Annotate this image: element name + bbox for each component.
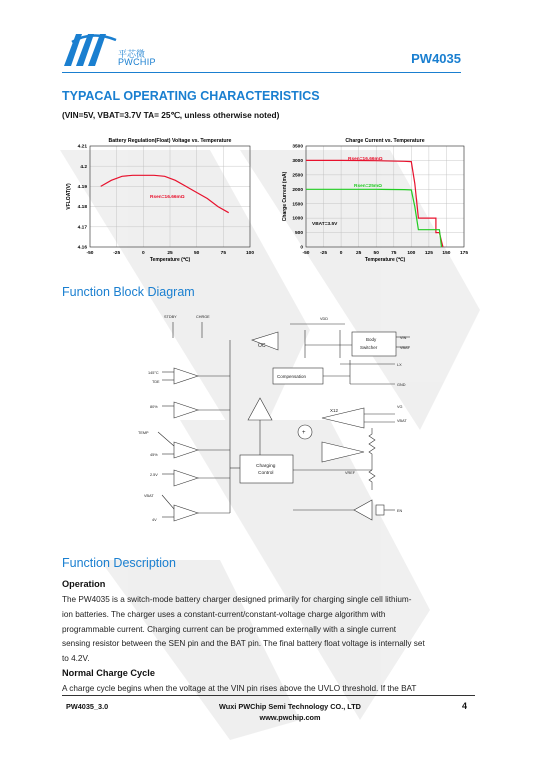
vfloat-annotation: Rsen=16.66mΩ xyxy=(150,195,185,200)
ichg-xtick-label: -50 xyxy=(302,251,310,256)
section-title-characteristics: TYPACAL OPERATING CHARACTERISTICS xyxy=(62,89,320,103)
label-temp: TEMP xyxy=(138,431,149,435)
vfloat-ytick-label: 4.16 xyxy=(77,245,87,251)
body-switcher-label-1: Body xyxy=(366,337,377,342)
logo-english-text: PWCHIP xyxy=(118,57,156,67)
section-title-function-description: Function Description xyxy=(62,556,176,570)
operation-paragraph xyxy=(62,593,476,667)
ichg-xtick-label: 75 xyxy=(391,251,397,256)
header-rule xyxy=(62,72,461,73)
vfloat-ytick-label: 4.21 xyxy=(77,144,87,150)
ichg-ytick-label: 2000 xyxy=(292,187,303,193)
operation-line-5: to 4.2V. xyxy=(62,654,90,664)
charge-current-chart xyxy=(278,132,474,272)
normal-charge-paragraph: A charge cycle begins when the voltage at the VIN pin rises above the UVLO threshold. If the BAT xyxy=(62,684,417,693)
ichg-x-axis-label: Temperature (℃) xyxy=(364,257,406,263)
ichg-ytick-label: 3500 xyxy=(292,144,303,150)
ichg-ytick-label: 1500 xyxy=(292,202,303,208)
vfloat-ytick-label: 4.19 xyxy=(77,185,87,190)
ichg-annotation: VBAT=3.5V xyxy=(312,222,338,227)
vfloat-ytick-label: 4.17 xyxy=(77,225,87,231)
pin-en: EN xyxy=(397,509,403,513)
part-number-header: PW4035 xyxy=(411,51,461,66)
logo-chinese-text: 平芯微 xyxy=(118,49,146,59)
ichg-xtick-label: 50 xyxy=(373,251,379,256)
ichg-ytick-label: 3000 xyxy=(292,159,303,165)
page-number: 4 xyxy=(462,701,468,711)
charging-control-label-1: Charging xyxy=(256,464,276,469)
ichg-xtick-label: 175 xyxy=(459,251,469,256)
vfloat-xtick-label: 75 xyxy=(220,251,227,256)
pin-stdby: STDBY xyxy=(164,315,177,319)
vfloat-xtick-label: -25 xyxy=(113,251,121,256)
vfloat-y-axis-label: VFLOAT(V) xyxy=(66,183,72,210)
label-vbat: VBAT xyxy=(144,494,154,498)
pin-chrge: CHRGE xyxy=(196,315,210,319)
pin-lx: LX xyxy=(397,363,402,367)
test-conditions: (VIN=5V, VBAT=3.7V TA= 25℃, unless otherwise noted) xyxy=(62,110,280,120)
footer-website: www.pwchip.com xyxy=(259,713,321,722)
pin-vbat-2: VBAT xyxy=(397,419,407,423)
ichg-annotation: Rsen=16.66mΩ xyxy=(348,157,383,162)
ichg-xtick-label: -25 xyxy=(320,251,328,256)
label-145c: 145°C xyxy=(148,371,159,375)
vfloat-xtick-label: -50 xyxy=(86,251,94,256)
charging-control-label-2: Control xyxy=(258,471,274,476)
vfloat-xtick-label: 25 xyxy=(167,251,173,256)
label-4v: 4V xyxy=(152,518,157,522)
pin-gnd: GND xyxy=(397,383,406,387)
vfloat-chart-title: Battery Regulation(Float) Voltage vs. Temperature xyxy=(108,138,232,144)
operation-line-1: The PW4035 is a switch-mode battery charger designed primarily for charging single cell lithium- xyxy=(62,595,412,604)
footer-rule xyxy=(62,695,475,696)
ichg-y-axis-label: Charge Current (mA) xyxy=(282,171,288,222)
section-title-block-diagram: Function Block Diagram xyxy=(62,285,195,299)
operation-line-2: ion batteries. The charger uses a constant-current/constant-voltage charge algorithm with xyxy=(62,609,386,619)
vfloat-x-axis-label: Temperature (℃) xyxy=(149,257,191,263)
vfloat-ytick-label: 4.18 xyxy=(77,205,87,211)
operation-line-3: programmable current. Charging current can be programmed externally with a single current xyxy=(62,624,397,634)
operation-heading: Operation xyxy=(62,579,106,589)
ichg-annotation: Rsen=25mΩ xyxy=(354,184,382,189)
label-45pct: 45% xyxy=(150,453,158,457)
ichg-chart-title: Charge Current vs. Temperature xyxy=(345,138,425,144)
footer-doc-version: PW4035_3.0 xyxy=(66,702,109,711)
vfloat-xtick-label: 100 xyxy=(245,251,255,256)
operation-line-4: sensing resistor between the SEN pin and the BAT pin. The final battery float voltage is internally set xyxy=(62,639,425,649)
ichg-xtick-label: 0 xyxy=(339,251,343,256)
x12-label: X12 xyxy=(330,408,339,413)
ichg-xtick-label: 150 xyxy=(442,251,451,256)
pin-vbat-1: VBAT xyxy=(400,346,410,350)
ichg-ytick-label: 1000 xyxy=(292,216,303,222)
pin-vdd: VDD xyxy=(320,317,329,321)
footer-company: Wuxi PWChip Semi Technology CO., LTD xyxy=(219,702,361,711)
body-switcher-label-2: Switcher xyxy=(360,345,378,350)
normal-charge-heading: Normal Charge Cycle xyxy=(62,668,155,678)
label-2-5v: 2.5V xyxy=(150,473,158,477)
label-80pct: 80% xyxy=(150,405,158,409)
oc-label: OC xyxy=(258,343,266,349)
compensation-label: Compensation xyxy=(277,374,307,379)
vfloat-series-line-0 xyxy=(101,175,229,212)
ichg-xtick-label: 100 xyxy=(407,251,416,256)
vfloat-ytick-label: 4.2 xyxy=(80,164,87,170)
ichg-ytick-label: 2500 xyxy=(292,173,303,179)
vref-label: VREF xyxy=(345,471,356,475)
pwchip-logo-icon xyxy=(62,30,118,68)
float-voltage-chart xyxy=(62,132,272,272)
ichg-xtick-label: 25 xyxy=(355,251,362,256)
pin-vin: VIN xyxy=(400,336,407,340)
ichg-ytick-label: 500 xyxy=(294,231,303,237)
label-tde: TDE xyxy=(152,380,160,384)
ichg-xtick-label: 125 xyxy=(424,251,433,256)
vfloat-xtick-label: 50 xyxy=(193,251,200,256)
vfloat-xtick-label: 0 xyxy=(141,251,145,256)
ichg-ytick-label: 0 xyxy=(300,245,303,251)
summing-node-sign: + xyxy=(302,430,306,436)
function-block-diagram xyxy=(140,310,420,532)
pin-vg: VG xyxy=(397,405,403,409)
